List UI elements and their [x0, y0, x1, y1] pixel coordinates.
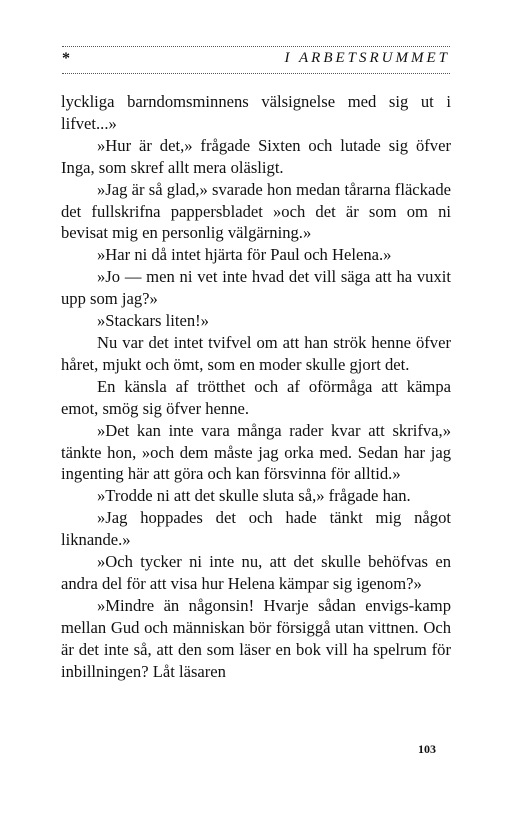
running-header [62, 50, 450, 72]
paragraph-1: lyckliga barndomsminnens välsignelse med sig ut i lifvet...» [61, 92, 451, 133]
running-title: I ARBETSRUMMET [284, 50, 450, 66]
paragraph-7: Nu var det intet tvifvel om att han strök henne öfver håret, mjukt och ömt, som en moder skulle gjort det. [61, 332, 451, 374]
paragraph-13: »Mindre än någonsin! Hvarje sådan envigs-kamp mellan Gud och människan bör försiggå utan vittnen. Och är det inte så, att den som läser en bok vill ha spelrum för inbillningen? Låt läsaren [61, 595, 451, 681]
header-asterisk: * [62, 50, 70, 67]
paragraph-5: »Jo — men ni vet inte hvad det vill säga att ha vuxit upp som jag?» [61, 267, 451, 309]
paragraph-10: »Trodde ni att det skulle sluta så,» frågade han. [97, 486, 411, 506]
paragraph-4: »Har ni då intet hjärta för Paul och Helena.» [97, 245, 392, 265]
paragraph-12: »Och tycker ni inte nu, att det skulle behöfvas en andra del för att visa hur Helena kämpar sig igenom?» [61, 552, 451, 593]
body-text [61, 91, 451, 682]
paragraph-11: »Jag hoppades det och hade tänkt mig något liknande.» [61, 508, 451, 550]
paragraph-9: »Det kan inte vara många rader kvar att skrifva,» tänkte hon, »och dem måste jag orka med. Sedan har jag ingenting här att göra och kan försvinna för alltid.» [61, 420, 451, 484]
paragraph-8: En känsla af trötthet och af oförmåga att kämpa emot, smög sig öfver henne. [61, 376, 451, 418]
paragraph-3: »Jag är så glad,» svarade hon medan tårarna fläckade det fullskrifna pappersbladet »och det är som om ni bevisat mig en personlig välgärning.» [61, 179, 451, 243]
paragraph-6: »Stackars liten!» [97, 311, 209, 331]
header-rule-top [62, 46, 450, 47]
page-number: 103 [418, 742, 436, 756]
paragraph-2: »Hur är det,» frågade Sixten och lutade sig öfver Inga, som skref allt mera oläsligt. [61, 135, 451, 177]
header-rule-bottom [62, 73, 450, 74]
